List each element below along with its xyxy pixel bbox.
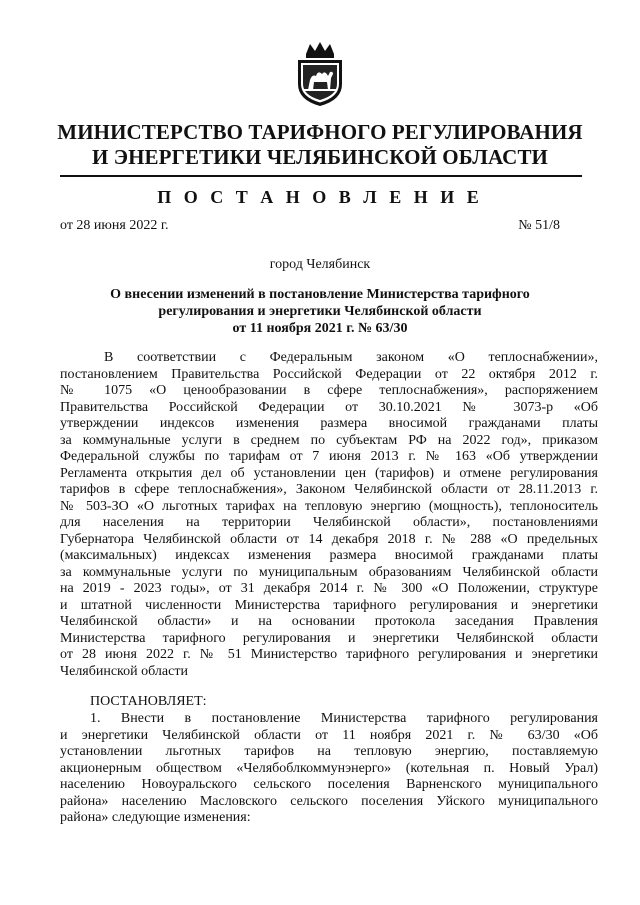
text-line: тарифов в сфере теплоснабжения», Законом Челябинской области от 28.11.2013 г. <box>60 482 598 497</box>
document-number: № 51/8 <box>518 218 560 233</box>
text-line: за коммунальные услуги в среднем по субъектам РФ на 2022 год», приказом <box>60 432 598 448</box>
subject-line: О внесении изменений в постановление Министерства тарифного <box>110 287 530 302</box>
text-line: на 2019 - 2023 годы», от 31 декабря 2014 г. № 300 «О Положении, структуре <box>60 581 598 596</box>
text-line: 1. Внести в постановление Министерства тарифного регулирования <box>90 711 598 726</box>
text-line: № 1075 «О ценообразовании в сфере теплоснабжения», распоряжением <box>60 383 598 398</box>
text-line: района» следующие изменения: <box>60 810 251 825</box>
text-line: Регламента открытия дел об установлении цен (тарифов) и отмене регулирования <box>60 465 598 481</box>
subject-line: от 11 ноября 2021 г. № 63/30 <box>232 321 408 336</box>
text-line: и штатной численности Министерства тарифного регулирования и энергетики <box>60 597 598 613</box>
subject-line: регулирования и энергетики Челябинской области <box>158 304 482 319</box>
text-line: В соответствии с Федеральным законом «О теплоснабжении», <box>104 350 598 365</box>
preamble-paragraph <box>60 350 598 680</box>
text-line: Федеральной службы по тарифам от 7 июня 2013 г. № 163 «Об утверждении <box>60 449 598 464</box>
text-line: акционерным обществом «Челябоблкоммунэнерго» (котельная п. Новый Урал) <box>60 760 598 776</box>
text-line: Челябинской области» и на основании протокола заседания Правления <box>60 614 598 629</box>
ministry-name-line-2: И ЭНЕРГЕТИКИ ЧЕЛЯБИНСКОЙ ОБЛАСТИ <box>92 145 548 169</box>
text-line: Губернатора Челябинской области от 14 декабря 2018 г. № 288 «О предельных <box>60 531 598 547</box>
text-line: и энергетики Челябинской области от 11 ноября 2021 г. № 63/30 «Об <box>60 727 598 743</box>
text-line: от 28 июня 2022 г. № 51 Министерство тарифного регулирования и энергетики <box>60 647 598 662</box>
text-line: (максимальных) индексах изменения размера вносимой гражданами платы <box>60 548 598 563</box>
coat-of-arms-emblem <box>292 40 348 108</box>
text-line: Челябинской области <box>60 663 188 679</box>
document-subject <box>90 286 550 337</box>
header-divider <box>60 175 582 177</box>
text-line: за коммунальные услуги по муниципальным образованиям Челябинской области <box>60 564 598 580</box>
document-city: город Челябинск <box>269 257 371 272</box>
text-line: № 503-ЗО «О льготных тарифах на тепловую энергию (мощность), теплоноситель <box>60 498 598 514</box>
resolves-heading: ПОСТАНОВЛЯЕТ: <box>90 694 207 709</box>
text-line: населению Новоуральского сельского поселения Варненского муниципального <box>60 777 598 792</box>
text-line: постановлением Правительства Российской Федерации от 22 октября 2012 г. <box>60 366 598 382</box>
text-line: Правительства Российской Федерации от 30.10.2021 № 3073-р «Об <box>60 399 598 415</box>
text-line: установлении льготных тарифов на тепловую энергию, поставляемую <box>60 744 598 759</box>
amendment-paragraph <box>60 711 598 827</box>
text-line: района» населению Масловского сельского поселения Уйского муниципального <box>60 793 598 809</box>
ministry-name-line-1: МИНИСТЕРСТВО ТАРИФНОГО РЕГУЛИРОВАНИЯ <box>57 120 583 144</box>
document-type-title: П О С Т А Н О В Л Е Н И Е <box>157 187 483 207</box>
text-line: Министерства тарифного регулирования и энергетики Челябинской области <box>60 630 598 646</box>
text-line: утверждении индексов изменения размера вносимой гражданами платы <box>60 416 598 431</box>
text-line: для населения на территории Челябинской области», постановлениями <box>60 515 598 530</box>
document-date: от 28 июня 2022 г. <box>60 218 169 233</box>
